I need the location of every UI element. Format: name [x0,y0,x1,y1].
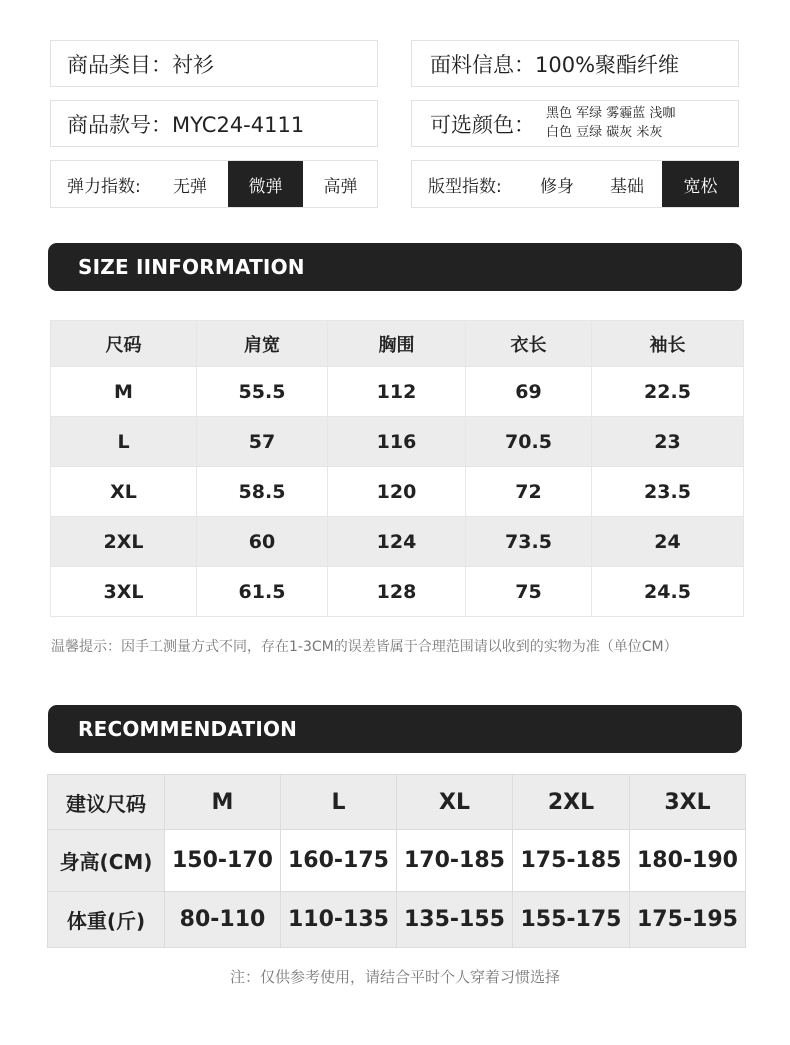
fit-label: 版型指数: [428,176,502,197]
rec-weight-cell: 135-155 [397,892,513,948]
table-row [51,517,744,567]
rec-height-cell: 160-175 [281,830,397,892]
cell-size: 3XL [51,567,197,617]
colors-line-1: 黑色 军绿 雾霾蓝 浅咖 [546,106,676,121]
category-text: 商品类目：衬衫 [67,52,214,77]
header-length: 衣长 [466,321,592,367]
rec-height-cell: 175-185 [513,830,630,892]
rec-label-size: 建议尺码 [48,775,165,830]
cell-sleeve: 23.5 [592,467,744,517]
header-chest: 胸围 [328,321,466,367]
rec-weight-cell: 155-175 [513,892,630,948]
rec-size-cell: XL [397,775,513,830]
rec-height-cell: 170-185 [397,830,513,892]
size-table-header [51,321,744,367]
cell-sleeve: 23 [592,417,744,467]
cell-length: 75 [466,567,592,617]
cell-length: 70.5 [466,417,592,467]
elasticity-option-none[interactable]: 无弹 [173,176,207,197]
material-box [411,40,739,87]
rec-size-cell: 3XL [630,775,746,830]
cell-length: 72 [466,467,592,517]
rec-height-cell: 150-170 [165,830,281,892]
measurement-note: 温馨提示：因手工测量方式不同，存在1-3CM的误差皆属于合理范围请以收到的实物为准（单位CM） [51,639,678,655]
cell-chest: 120 [328,467,466,517]
cell-chest: 116 [328,417,466,467]
table-row [51,367,744,417]
rec-label-height: 身高(CM) [48,830,165,892]
table-row [48,830,746,892]
cell-length: 69 [466,367,592,417]
cell-shoulder: 58.5 [197,467,328,517]
cell-sleeve: 22.5 [592,367,744,417]
elasticity-label: 弹力指数: [67,176,141,197]
table-row [51,567,744,617]
cell-shoulder: 61.5 [197,567,328,617]
style-no-text: 商品款号：MYC24-4111 [67,112,305,137]
reference-note: 注：仅供参考使用，请结合平时个人穿着习惯选择 [229,968,560,986]
size-table [50,320,744,617]
table-row [51,467,744,517]
header-shoulder: 肩宽 [197,321,328,367]
cell-sleeve: 24 [592,517,744,567]
cell-shoulder: 57 [197,417,328,467]
rec-size-cell: L [281,775,397,830]
recommendation-banner: RECOMMENDATION [48,705,742,753]
cell-chest: 124 [328,517,466,567]
cell-sleeve: 24.5 [592,567,744,617]
table-row [48,775,746,830]
cell-size: M [51,367,197,417]
fit-option-loose[interactable]: 宽松 [662,161,739,207]
elasticity-option-high[interactable]: 高弹 [323,176,358,197]
size-info-banner: SIZE IINFORMATION [48,243,742,291]
fit-option-basic[interactable]: 基础 [610,176,644,197]
material-text: 面料信息：100%聚酯纤维 [430,52,680,77]
style-no-box [50,100,378,147]
rec-label-weight: 体重(斤) [48,892,165,948]
rec-size-cell: 2XL [513,775,630,830]
rec-weight-cell: 175-195 [630,892,746,948]
colors-box [411,100,739,147]
cell-shoulder: 55.5 [197,367,328,417]
category-box [50,40,378,87]
rec-size-cell: M [165,775,281,830]
header-sleeve: 袖长 [592,321,744,367]
cell-size: XL [51,467,197,517]
cell-chest: 128 [328,567,466,617]
header-size: 尺码 [51,321,197,367]
cell-shoulder: 60 [197,517,328,567]
cell-size: L [51,417,197,467]
table-row [51,417,744,467]
rec-weight-cell: 110-135 [281,892,397,948]
colors-label: 可选颜色： [430,112,535,137]
fit-option-slim[interactable]: 修身 [540,176,574,197]
colors-line-2: 白色 豆绿 碳灰 米灰 [546,125,663,140]
rec-weight-cell: 80-110 [165,892,281,948]
table-row [48,892,746,948]
cell-size: 2XL [51,517,197,567]
recommendation-table [47,774,746,948]
elasticity-selector [50,160,378,208]
elasticity-option-slight[interactable]: 微弹 [228,161,303,207]
rec-height-cell: 180-190 [630,830,746,892]
fit-selector [411,160,739,208]
cell-chest: 112 [328,367,466,417]
cell-length: 73.5 [466,517,592,567]
